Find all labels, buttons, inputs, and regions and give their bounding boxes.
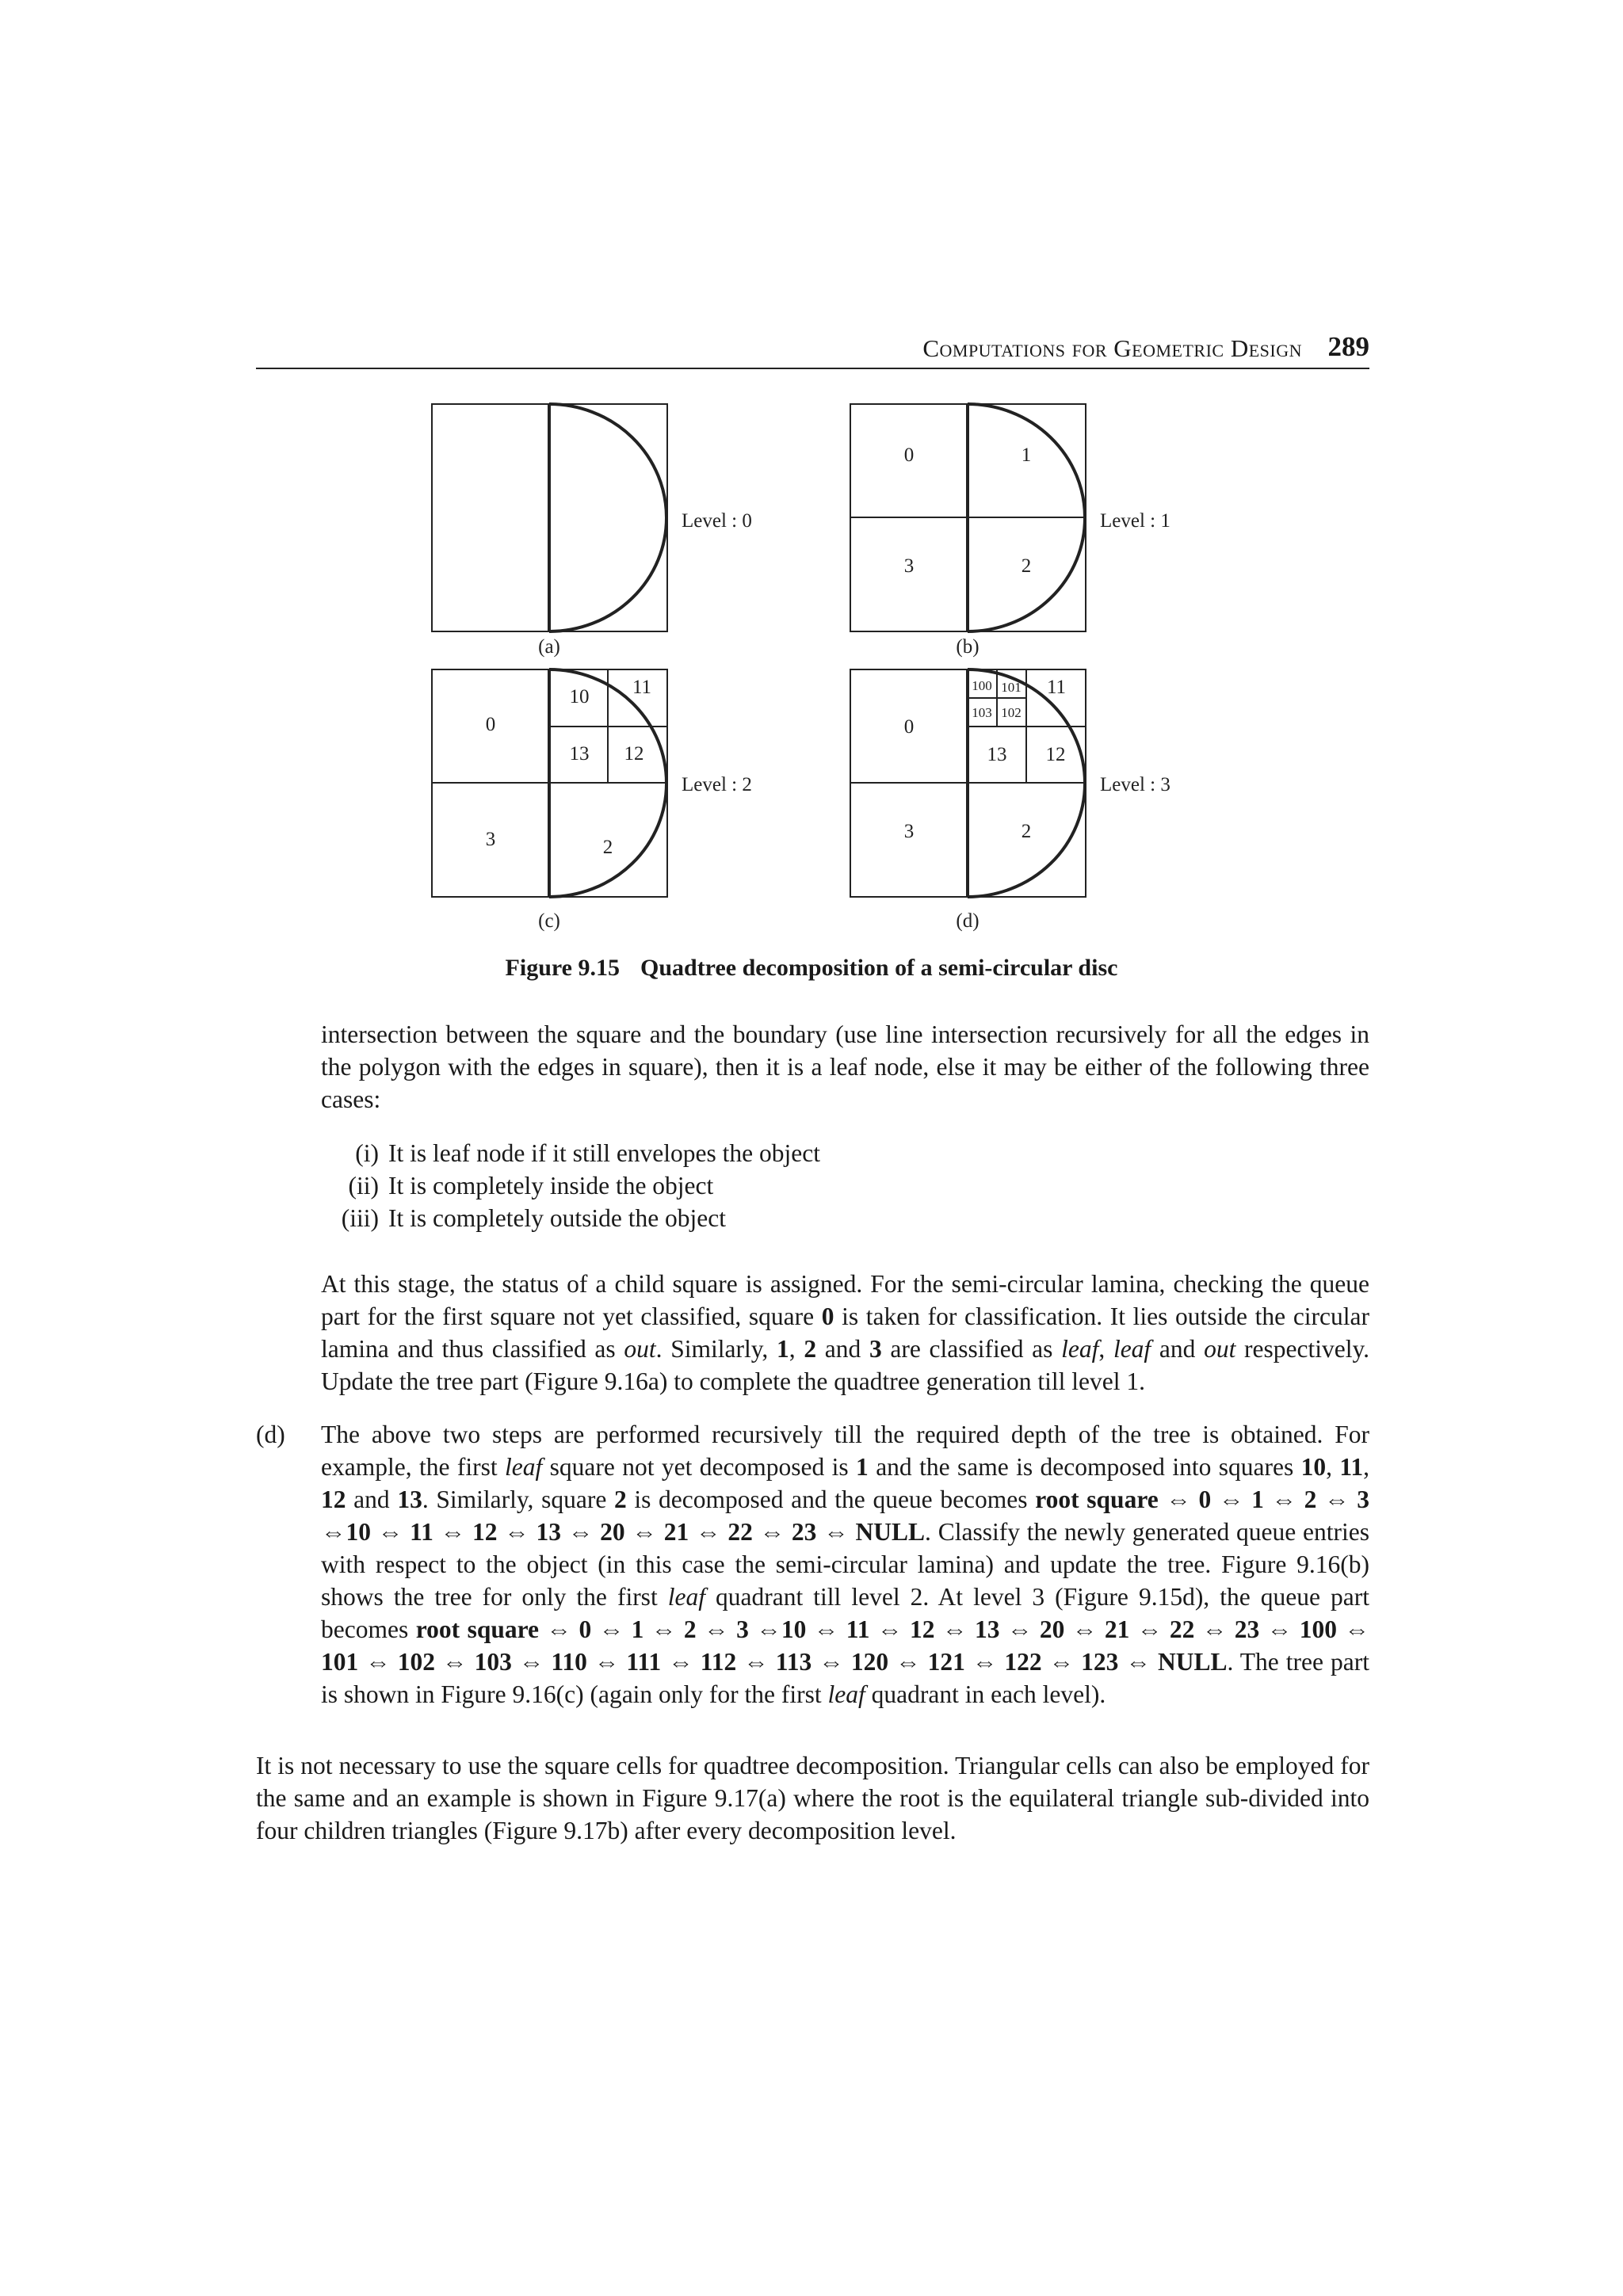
- text-run: . Similarly, square: [422, 1486, 614, 1513]
- panel-c-cell-12: 12: [624, 743, 644, 765]
- panel-b-sub-label: (b): [956, 636, 980, 658]
- italic-run: leaf: [827, 1680, 865, 1708]
- list-item: [321, 1137, 1369, 1169]
- case-text: It is completely outside the object: [388, 1204, 727, 1232]
- text-run: ,: [789, 1335, 804, 1363]
- panel-d-sub-label: (d): [956, 910, 980, 932]
- text-run: . The tree part is shown in Figure 9.16(c) (again only for the first: [321, 1648, 1369, 1708]
- text-run: respectively. Update the tree part (Figure 9.16a) to complete the quadtree generation till level 1.: [321, 1335, 1370, 1395]
- bold-run: 11: [1339, 1453, 1364, 1481]
- text-run: and: [1151, 1335, 1205, 1363]
- text-run: quadrant in each level).: [865, 1680, 1106, 1708]
- bold-run: 1: [776, 1335, 789, 1363]
- page-number: 289: [1327, 331, 1369, 362]
- text-run: . Similarly,: [655, 1335, 777, 1363]
- panel-a-arc: [549, 404, 666, 631]
- text-run: square not yet decomposed is: [542, 1453, 857, 1481]
- case-text: It is leaf node if it still envelopes the object: [388, 1139, 820, 1167]
- panel-d-cell-11: 11: [1046, 677, 1067, 698]
- italic-run: leaf: [1061, 1335, 1099, 1363]
- panel-d-cell-13: 13: [987, 744, 1007, 765]
- panel-d-cell-102: 102: [1001, 705, 1022, 720]
- bold-run: 1: [856, 1453, 869, 1481]
- panel-d-cell-101: 101: [1001, 680, 1022, 695]
- panel-c-cell-11: 11: [632, 677, 652, 698]
- bold-run: 2: [804, 1335, 817, 1363]
- italic-run: leaf: [505, 1453, 543, 1481]
- text-run: and: [346, 1486, 398, 1513]
- panel-c-level-label: Level : 2: [682, 774, 752, 795]
- bold-run: 10: [1300, 1453, 1327, 1481]
- text-run: ,: [1098, 1335, 1113, 1363]
- panel-c-sub-label: (c): [538, 910, 560, 932]
- panel-a-level-label: Level : 0: [682, 510, 752, 532]
- panel-d-cell-3: 3: [903, 821, 915, 842]
- panel-d-cell-12: 12: [1045, 744, 1066, 765]
- text-run: ,: [1363, 1453, 1370, 1481]
- bold-run: 0: [821, 1302, 834, 1330]
- case-list: [321, 1137, 1369, 1234]
- panel-a-sub-label: (a): [538, 636, 560, 658]
- text-run: and the same is decomposed into squares: [868, 1453, 1301, 1481]
- quadtree-figure: [0, 0, 1623, 951]
- panel-b-level-label: Level : 1: [1100, 510, 1170, 532]
- text-run: ,: [1326, 1453, 1340, 1481]
- text-run: quadrant till level 2. At level 3 (Figure 9.15d), the queue part becomes: [321, 1583, 1369, 1643]
- panel-c-cell-2: 2: [602, 837, 613, 858]
- bold-run: 2: [613, 1486, 627, 1513]
- item-d-text: [321, 1418, 1369, 1711]
- text-run: . Classify the newly generated queue entries with respect to the object (in this case the semi-circular lamina) and update the tree. Figure 9.16(b) shows the tree for only the first: [321, 1518, 1369, 1611]
- bold-run: 3: [869, 1335, 882, 1363]
- panel-d-cell-100: 100: [972, 678, 992, 693]
- case-number: (iii): [341, 1204, 379, 1232]
- paragraph-intersection: intersection between the square and the boundary (use line intersection recursively for all the edges in the polygon with the edges in square), then it is a leaf node, else it may be either of the following three cases:: [321, 1020, 1369, 1113]
- paragraph-triangular-cells: It is not necessary to use the square cells for quadtree decomposition. Triangular cells can also be employed for the same and an example is shown in Figure 9.17(a) where the root is the equilateral triangle sub-divided into four children triangles (Figure 9.17b) after every decomposition level.: [256, 1752, 1369, 1844]
- figure-caption-text: Quadtree decomposition of a semi-circular disc: [640, 955, 1118, 981]
- list-item: [321, 1169, 1369, 1202]
- paragraph-status-assignment: [321, 1268, 1369, 1398]
- panel-b-cell-2: 2: [1021, 555, 1032, 577]
- panel-c-cell-10: 10: [569, 686, 590, 707]
- italic-run: leaf: [1113, 1335, 1151, 1363]
- bold-run: 12: [321, 1486, 346, 1513]
- figure-caption: [0, 955, 1623, 982]
- text-run: is taken for classification. It lies outside the circular lamina and thus classified as: [321, 1302, 1369, 1363]
- panel-d-cell-2: 2: [1021, 821, 1032, 842]
- case-number: (ii): [348, 1172, 379, 1199]
- text-run: At this stage, the status of a child square is assigned. For the semi-circular lamina, checking the queue part for the first square not yet classified, square: [321, 1270, 1369, 1330]
- panel-d-cell-0: 0: [903, 716, 915, 738]
- text-run: is decomposed and the queue becomes: [626, 1486, 1036, 1513]
- italic-run: leaf: [667, 1583, 705, 1611]
- queue-level-3: root square ⇔ 0 ⇔ 1 ⇔ 2 ⇔ 3 ⇔10 ⇔ 11 ⇔ 12 ⇔ 13 ⇔ 20 ⇔ 21 ⇔ 22 ⇔ 23 ⇔ 100 ⇔ 101 ⇔ 102 ⇔ 103 ⇔ 110 ⇔ 111 ⇔ 112 ⇔ 113 ⇔ 120 ⇔ 121 ⇔ 122 ⇔ 123 ⇔ NULL: [321, 1615, 1369, 1676]
- italic-run: out: [624, 1335, 656, 1363]
- italic-run: out: [1204, 1335, 1236, 1363]
- case-number: (i): [355, 1139, 379, 1167]
- text-run: and: [816, 1335, 869, 1363]
- list-item: [321, 1202, 1369, 1234]
- panel-b-cell-1: 1: [1021, 444, 1032, 466]
- panel-d-level-label: Level : 3: [1100, 774, 1170, 795]
- panel-d-cell-103: 103: [972, 705, 992, 720]
- item-d-label: (d): [256, 1421, 285, 1448]
- bold-run: 13: [397, 1486, 422, 1513]
- queue-level-2: root square ⇔ 0 ⇔ 1 ⇔ 2 ⇔ 3 ⇔10 ⇔ 11 ⇔ 12 ⇔ 13 ⇔ 20 ⇔ 21 ⇔ 22 ⇔ 23 ⇔ NULL: [321, 1486, 1369, 1546]
- panel-c-cell-0: 0: [485, 714, 496, 735]
- panel-c-cell-13: 13: [569, 743, 590, 765]
- item-d: [256, 1418, 1369, 1711]
- running-title: Computations for Geometric Design: [922, 334, 1302, 362]
- text-run: are classified as: [881, 1335, 1062, 1363]
- text-run: The above two steps are performed recursively till the required depth of the tree is obtained. For example, the first: [321, 1421, 1369, 1481]
- panel-b-cell-3: 3: [903, 555, 915, 577]
- case-text: It is completely inside the object: [388, 1172, 714, 1199]
- panel-b-cell-0: 0: [903, 444, 915, 466]
- figure-caption-number: Figure 9.15: [505, 955, 620, 981]
- panel-c-cell-3: 3: [485, 829, 496, 850]
